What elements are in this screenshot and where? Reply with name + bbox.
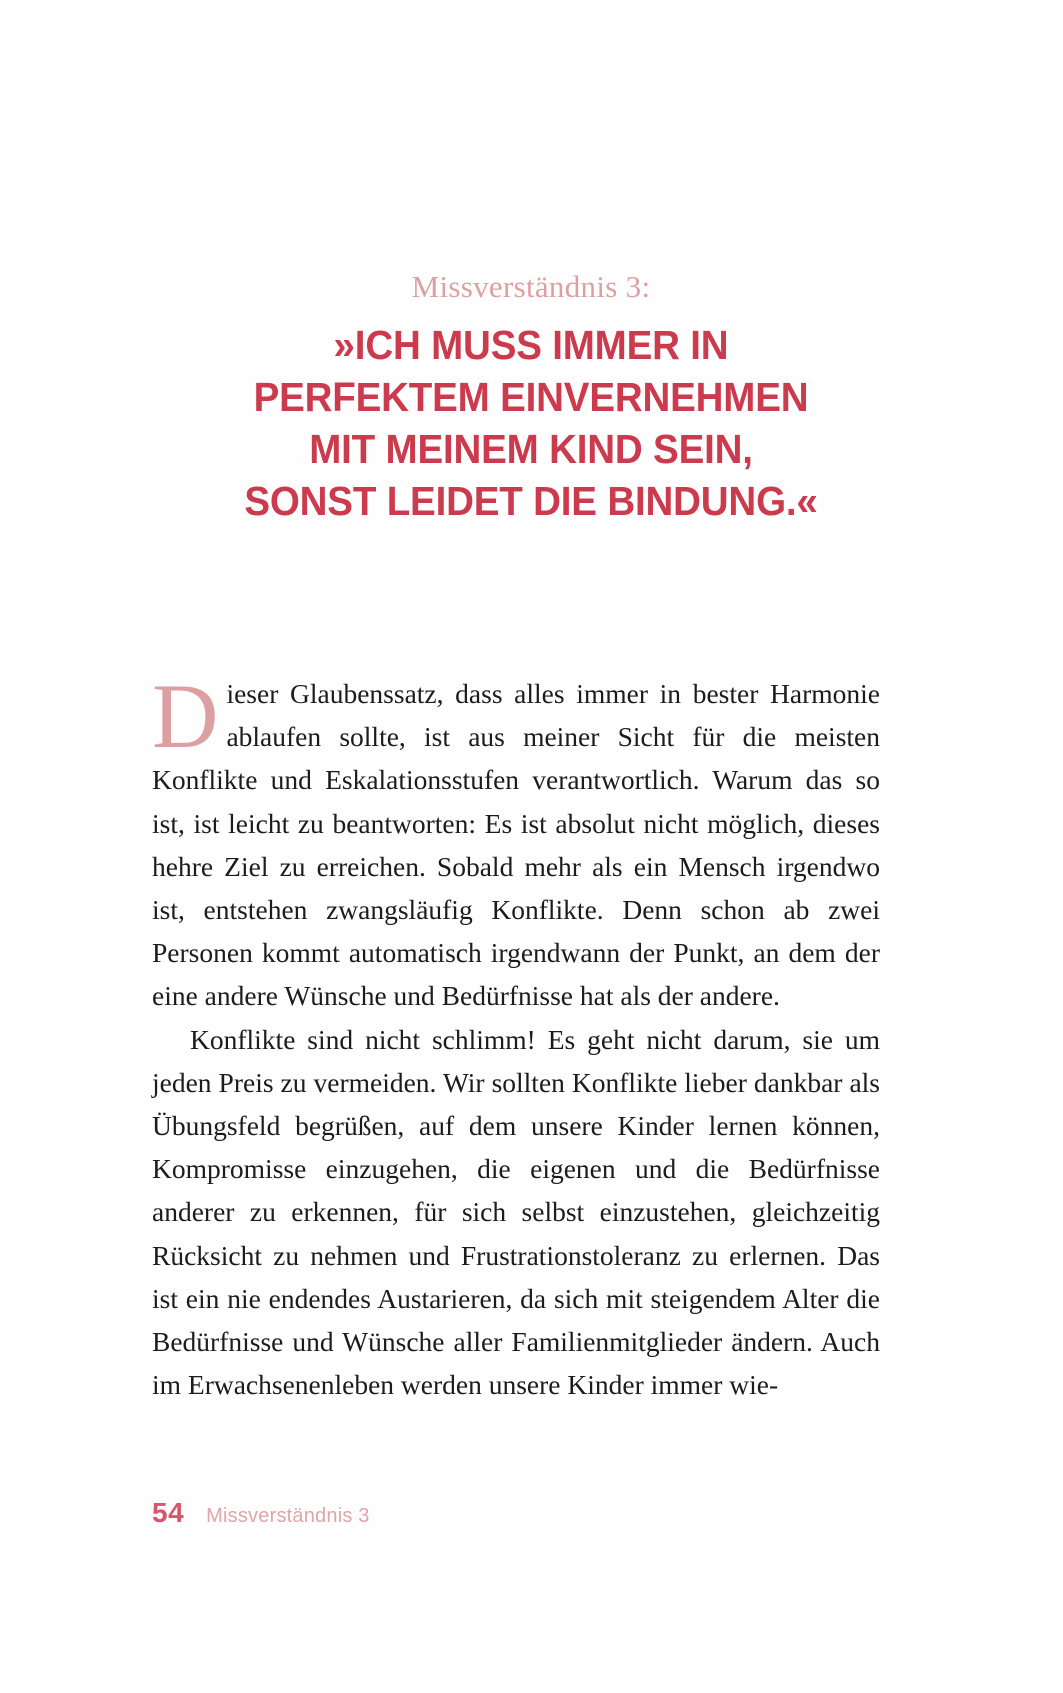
title-line-1: »ICH MUSS IMMER IN bbox=[333, 321, 729, 368]
chapter-eyebrow: Missverständnis 3: bbox=[411, 269, 651, 304]
paragraph-2: Konflikte sind nicht schlimm! Es geht nicht darum, sie um jeden Preis zu vermeiden. Wir sollten Konflikte lieber dankbar als Übungsfeld begrüßen, auf dem unsere Kinder lernen können, Kompromisse einzugehen, die eigenen und die Bedürfnisse anderer zu erkennen, für sich selbst einzustehen, gleichzeitig Rücksicht zu nehmen und Frustrationstoleranz zu erlernen. Das ist ein nie endendes Austarieren, da sich mit steigendem Alter die Bedürfnisse und Wünsche aller Familienmitglieder ändern. Auch im Erwachsenenleben werden unsere Kinder immer wie- bbox=[152, 1023, 880, 1401]
page-title bbox=[173, 319, 889, 527]
page-footer bbox=[152, 1497, 370, 1529]
page-number: 54 bbox=[152, 1497, 185, 1528]
body-text-column bbox=[152, 665, 880, 1406]
running-head: Missverständnis 3 bbox=[206, 1505, 370, 1527]
drop-cap: D bbox=[152, 665, 219, 767]
title-line-4: SONST LEIDET DIE BINDUNG.« bbox=[244, 477, 818, 524]
title-line-3: MIT MEINEM KIND SEIN, bbox=[309, 425, 753, 472]
paragraph-1 bbox=[152, 665, 880, 1018]
chapter-heading-block bbox=[150, 268, 912, 527]
paragraph-1-text: ieser Glaubenssatz, dass alles immer in bester Harmonie ablaufen sollte, ist aus meiner Sicht für die meisten Konflikte und Eskalationsstufen verantwortlich. Warum das so ist, ist leicht zu beantworten: Es ist absolut nicht möglich, dieses hehre Ziel zu erreichen. Sobald mehr als ein Mensch irgendwo ist, entstehen zwangsläufig Konflikte. Denn schon ab zwei Personen kommt automatisch irgendwann der Punkt, an dem der eine andere Wünsche und Bedürfnisse hat als der andere. bbox=[152, 678, 880, 1012]
title-line-2: PERFEKTEM EINVERNEHMEN bbox=[253, 373, 809, 420]
